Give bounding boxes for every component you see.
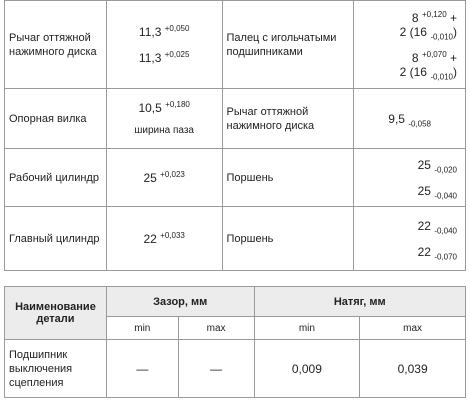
header-row xyxy=(5,287,466,317)
header-interference: Натяг, мм xyxy=(254,287,465,317)
dimension-value: 8 $^{+0,120}$ + 2 (16 $_{-0,010}$) 8 $^{+0,070}$ + 2 (16 $_{-0,010}$) xyxy=(354,1,466,89)
dimension-value: 25 $^{+0,023}$ xyxy=(106,149,222,207)
gap-max-value: — xyxy=(178,340,254,398)
tolerance-table-top xyxy=(4,0,466,271)
int-max-value: 0,039 xyxy=(360,340,466,398)
part-name: Опорная вилка xyxy=(5,89,107,149)
part-name: Палец с игольчатыми подшипниками xyxy=(222,1,354,89)
gap-min-value: — xyxy=(106,340,178,398)
dimension-value: 22 $^{+0,033}$ xyxy=(106,207,222,271)
dimension-value: 22 $_{-0,040}$ 22 $_{-0,070}$ xyxy=(354,207,466,271)
part-name: Подшипник выключения сцепления xyxy=(5,340,107,398)
part-name: Рычаг оттяжной нажимного диска xyxy=(5,1,107,89)
table-row xyxy=(5,207,466,271)
part-name: Поршень xyxy=(222,207,354,271)
header-gap: Зазор, мм xyxy=(106,287,254,317)
part-name: Главный цилиндр xyxy=(5,207,107,271)
part-name: Рабочий цилиндр xyxy=(5,149,107,207)
header-gap-max: max xyxy=(178,317,254,340)
dimension-value: 11,3 $^{+0,050}$ 11,3 $^{+0,025}$ xyxy=(106,1,222,89)
table-row xyxy=(5,149,466,207)
table-row xyxy=(5,340,466,398)
table-row xyxy=(5,89,466,149)
header-int-max: max xyxy=(360,317,466,340)
dimension-value: 9,5 $_{-0,058}$ xyxy=(354,89,466,149)
header-gap-min: min xyxy=(106,317,178,340)
header-part: Наименование детали xyxy=(5,287,107,340)
part-name: Рычаг оттяжной нажимного диска xyxy=(222,89,354,149)
part-name: Поршень xyxy=(222,149,354,207)
header-int-min: min xyxy=(254,317,360,340)
dimension-value: 25 $_{-0,020}$ 25 $_{-0,040}$ xyxy=(354,149,466,207)
gap-interference-table xyxy=(4,286,466,398)
table-row xyxy=(5,1,466,89)
int-min-value: 0,009 xyxy=(254,340,360,398)
dimension-value: 10,5 $^{+0,180}$ ширина паза xyxy=(106,89,222,149)
